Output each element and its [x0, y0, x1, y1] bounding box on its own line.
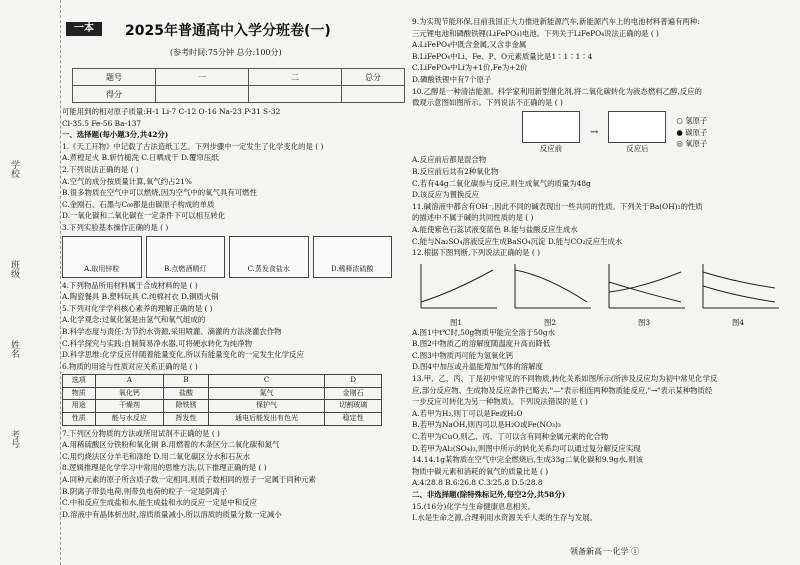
- text-line: D.科学思维:化学反应伴随着能量变化,所以有能量变化的一定发生化学反应: [62, 350, 304, 360]
- property-cell: 切割玻璃: [325, 400, 382, 413]
- text-line: 物质中碳元素和消耗的氧气的质量比是 ( ): [412, 466, 549, 476]
- text-line: B.若甲为NaOH,则丙可以是H₂O或Fe(NO₃)₃: [412, 420, 561, 430]
- text-line: B.图2中物质乙的溶解度随温度升高而降低: [412, 339, 551, 349]
- text-line: 5.下列对化学学科核心素养的理解正确的是 ( ): [62, 303, 213, 313]
- text-line: A.空气的成分按质量计算,氧气约占21%: [62, 176, 192, 186]
- graph-2: 图2: [506, 261, 594, 325]
- left-column: [62, 106, 392, 520]
- text-line: D.磷酸铁锂中有7个原子: [412, 74, 492, 84]
- brand-badge: 一本: [66, 22, 102, 36]
- text-line: Ⅰ.水是生命之源,合理利用水资源关乎人类的生存与发展。: [412, 513, 597, 523]
- left-lines-3: [62, 428, 392, 521]
- score-cell: 一: [156, 69, 249, 86]
- right-column: [412, 16, 792, 524]
- binding-margin: [0, 0, 61, 565]
- text-line: A.LiFePO₄中既含金属,又含非金属: [412, 40, 527, 50]
- property-cell: 选项: [63, 375, 96, 388]
- text-line: B.LiFePO₄中Li、Fe、P、O元素质量比是1∶1∶1∶4: [412, 51, 593, 61]
- text-line: C.若有44g二氧化碳参与反应,则生成氧气的质量为48g: [412, 178, 591, 188]
- text-line: 13.甲、乙、丙、丁是初中常见的不同物质,转化关系如图所示(所涉及反应均为初中常见化学反: [412, 374, 718, 384]
- text-line: A.化学观念:过氧化氢是由氢气和氧气组成的: [62, 315, 206, 325]
- binding-label: 学校: [9, 160, 19, 178]
- score-table: [72, 68, 405, 103]
- text-line: 2.下列说法正确的是 ( ): [62, 164, 139, 174]
- graph-3: 图3: [600, 261, 688, 325]
- text-line: D.若甲为Al₂(SO₄)₃,则图中所示的转化关系均可以通过复分解反应实现: [412, 443, 641, 453]
- mol-label: 反应前: [539, 143, 563, 153]
- text-line: A.陶瓷餐具 B.塑料玩具 C.纯棉衬衣 D.铜质火锅: [62, 292, 219, 302]
- text-line: 应,部分反应物、生成物及反应条件已略去,"—"表示相连两种物质能反应,"→"表示某种物质经: [412, 385, 713, 395]
- text-line: 4.下列物品所用材料属于合成材料的是 ( ): [62, 280, 198, 290]
- property-cell: 金刚石: [325, 387, 382, 400]
- figure-dilute-acid: D.稀释浓硫酸: [313, 236, 393, 278]
- figure-zinc: A.取用锌粒: [62, 236, 142, 278]
- text-line: 9.为实现节能环保,目前我国正大力推进新能源汽车,新能源汽车上的电池材料普遍有两种:: [412, 17, 700, 26]
- figure-alcohol-lamp: B.点燃酒精灯: [146, 236, 226, 278]
- property-cell: C: [208, 375, 325, 388]
- property-table: [62, 374, 382, 425]
- mol-legend: ○ 氢原子 ● 碳原子 ◎ 氧原子: [676, 116, 708, 149]
- text-line: 可能用到的相对原子质量:H-1 Li-7 C-12 O-16 Na-23 P-31 S-32: [62, 107, 281, 116]
- solubility-graphs: [412, 261, 792, 328]
- binding-label: 姓名: [9, 340, 19, 358]
- property-cell: 稳定性: [325, 413, 382, 426]
- text-line: B.阴离子带负电荷,则带负电荷的粒子一定是阴离子: [62, 486, 228, 496]
- arrow-icon: →: [590, 126, 599, 138]
- text-line: 二、非选择题(除特殊标记外,每空2分,共58分): [412, 490, 566, 499]
- text-line: A.同种元素的原子所含质子数一定相同,则质子数相同的原子一定属于同种元素: [62, 475, 316, 485]
- text-line: C.金刚石、石墨与C₆₀都是由碳原子构成的单质: [62, 199, 215, 209]
- text-line: 12.根据下图判断,下列说法正确的是 ( ): [412, 248, 541, 258]
- text-line: A.能使紫色石蕊试液变蓝色 B.能与盐酸反应生成水: [412, 224, 578, 234]
- graph-4: 图4: [694, 261, 782, 325]
- text-line: C.用灼烧法区分羊毛和涤纶 D.用二氧化碳区分水和石灰水: [62, 451, 251, 461]
- text-line: C.若甲为CuO,则乙、丙、丁可以含有同种金属元素的化合物: [412, 432, 609, 442]
- text-line: 8.逻辑推理是化学学习中常用的思维方法,以下推理正确的是 ( ): [62, 463, 267, 473]
- page-title: 2025年普通高中入学分班卷(一): [125, 23, 331, 39]
- text-line: 7.下列区分物质的方法或所用试剂不正确的是 ( ): [62, 428, 220, 438]
- text-line: A.图1中t℃时,50g物质甲能完全溶于50g水: [412, 327, 555, 337]
- binding-label: 考号: [9, 430, 19, 448]
- property-cell: 挥发性: [164, 413, 209, 426]
- score-cell: 二: [249, 69, 342, 86]
- right-lines-3: [412, 327, 792, 524]
- text-line: 15.(16分)化学与生命健康息息相关。: [412, 501, 536, 511]
- right-lines-1: [412, 16, 792, 109]
- text-line: Cl-35.5 Fe-56 Ba-137: [62, 118, 142, 128]
- text-line: 11.碱溶液中都含有OH⁻,因此不同的碱表现出一些共同的性质。下列关于Ba(OH)₂的性质: [412, 201, 703, 211]
- score-cell[interactable]: [342, 86, 405, 103]
- score-cell[interactable]: [249, 86, 342, 103]
- page-subtitle: (参考时间:75分钟 总分:100分): [170, 48, 282, 57]
- molecule-diagram: [522, 111, 792, 155]
- text-line: 3.下列实验基本操作正确的是 ( ): [62, 222, 169, 232]
- figure-evaporate: C.蒸发食盐水: [229, 236, 309, 278]
- text-line: 一、选择题(每小题3分,共42分): [62, 130, 169, 140]
- text-line: A.若甲为H₂,则丁可以是Fe或H₂O: [412, 408, 523, 418]
- left-lines-1: [62, 106, 392, 234]
- page-footer: 领备新高一·化学 ①: [570, 547, 640, 556]
- text-line: B.科学态度与责任:为节约水资源,采用喷灌、滴灌的方法浇灌农作物: [62, 326, 282, 336]
- text-line: 14.14.1g某物质在空气中完全燃烧后,生成33g二氧化碳和9.9g水,则该: [412, 455, 643, 465]
- binding-label: 班级: [9, 260, 19, 278]
- text-line: C.图3中物质丙可能为氢氧化钙: [412, 350, 514, 360]
- graph-1: 图1: [412, 261, 500, 325]
- after-reaction-box: [608, 111, 666, 143]
- property-cell: 性质: [63, 413, 96, 426]
- text-line: C.科学探究与实践:自制简易净水器,可将硬水转化为纯净物: [62, 338, 252, 348]
- text-line: C.LiFePO₄中Li为+1价,Fe为+2价: [412, 63, 528, 73]
- text-line: 10.乙醇是一种清洁能源。科学家利用新型催化剂,将二氧化碳转化为液态燃料乙醇,反应的: [412, 86, 702, 96]
- text-line: 一步反应可转化为另一种物质)。下列说法错误的是 ( ): [412, 397, 588, 407]
- property-cell: 物质: [63, 387, 96, 400]
- score-cell: 总分: [342, 69, 405, 86]
- text-line: D.一氧化碳和二氧化碳在一定条件下可以相互转化: [62, 211, 226, 221]
- text-line: C.中和反应生成盐和水,能生成盐和水的反应一定是中和反应: [62, 498, 257, 508]
- text-line: D.溶液中有晶体析出时,溶质质量减小,所以溶质的质量分数一定减小: [62, 509, 282, 519]
- text-line: A.反应前后都是混合物: [412, 155, 487, 165]
- property-cell: 干燥剂: [95, 400, 164, 413]
- property-cell: D: [325, 375, 382, 388]
- score-cell: 题号: [73, 69, 156, 86]
- score-cell[interactable]: [156, 86, 249, 103]
- left-lines-2: [62, 280, 392, 373]
- text-line: 6.物质的用途与性质对应关系正确的是 ( ): [62, 361, 198, 371]
- text-line: A.4∶28.8 B.6∶26.8 C.3∶25.8 D.5∶28.8: [412, 478, 543, 488]
- text-line: A.用稀硫酸区分铁粉和氧化铜 B.用燃着的木条区分二氧化碳和氮气: [62, 440, 280, 450]
- text-line: D.该反应为置换反应: [412, 190, 480, 200]
- property-cell: 能与水反应: [95, 413, 164, 426]
- mol-label: 反应后: [626, 143, 649, 153]
- text-line: B.反应前后共有2种氧化物: [412, 166, 499, 176]
- property-cell: 通电后能发出有色光: [208, 413, 325, 426]
- score-cell: 得分: [73, 86, 156, 103]
- before-reaction-box: [522, 111, 580, 143]
- text-line: 的描述中不属于碱的共同性质的是 ( ): [412, 213, 534, 223]
- text-line: 三元锂电池和磷酸铁锂(LiFePO₄)电池。下列关于LiFePO₄说法正确的是 ( ): [412, 28, 659, 38]
- property-cell: A: [95, 375, 164, 388]
- text-line: A.煮楻足火 B.斩竹槌洗 C.日晒成干 D.覆帘压纸: [62, 153, 219, 163]
- text-line: 微观示意图如图所示。下列说法不正确的是 ( ): [412, 98, 563, 108]
- property-cell: B: [164, 375, 209, 388]
- property-cell: 氮气: [208, 387, 325, 400]
- text-line: D.图4中加压或升温能增加气体的溶解度: [412, 362, 543, 372]
- text-line: C.能与Na₂SO₄溶液反应生成BaSO₄沉淀 D.能与CO₂反应生成水: [412, 236, 623, 246]
- property-cell: 氧化钙: [95, 387, 164, 400]
- property-cell: 保护气: [208, 400, 325, 413]
- property-cell: 盐酸: [164, 387, 209, 400]
- text-line: B.很多物质在空气中可以燃烧,因为空气中的氧气具有可燃性: [62, 188, 257, 198]
- text-line: 1.《天工开物》中记载了古法造纸工艺。下列步骤中一定发生了化学变化的是 ( ): [62, 141, 324, 151]
- property-cell: 除铁锈: [164, 400, 209, 413]
- right-lines-2: [412, 154, 792, 258]
- experiment-figures: [62, 236, 392, 278]
- property-cell: 用途: [63, 400, 96, 413]
